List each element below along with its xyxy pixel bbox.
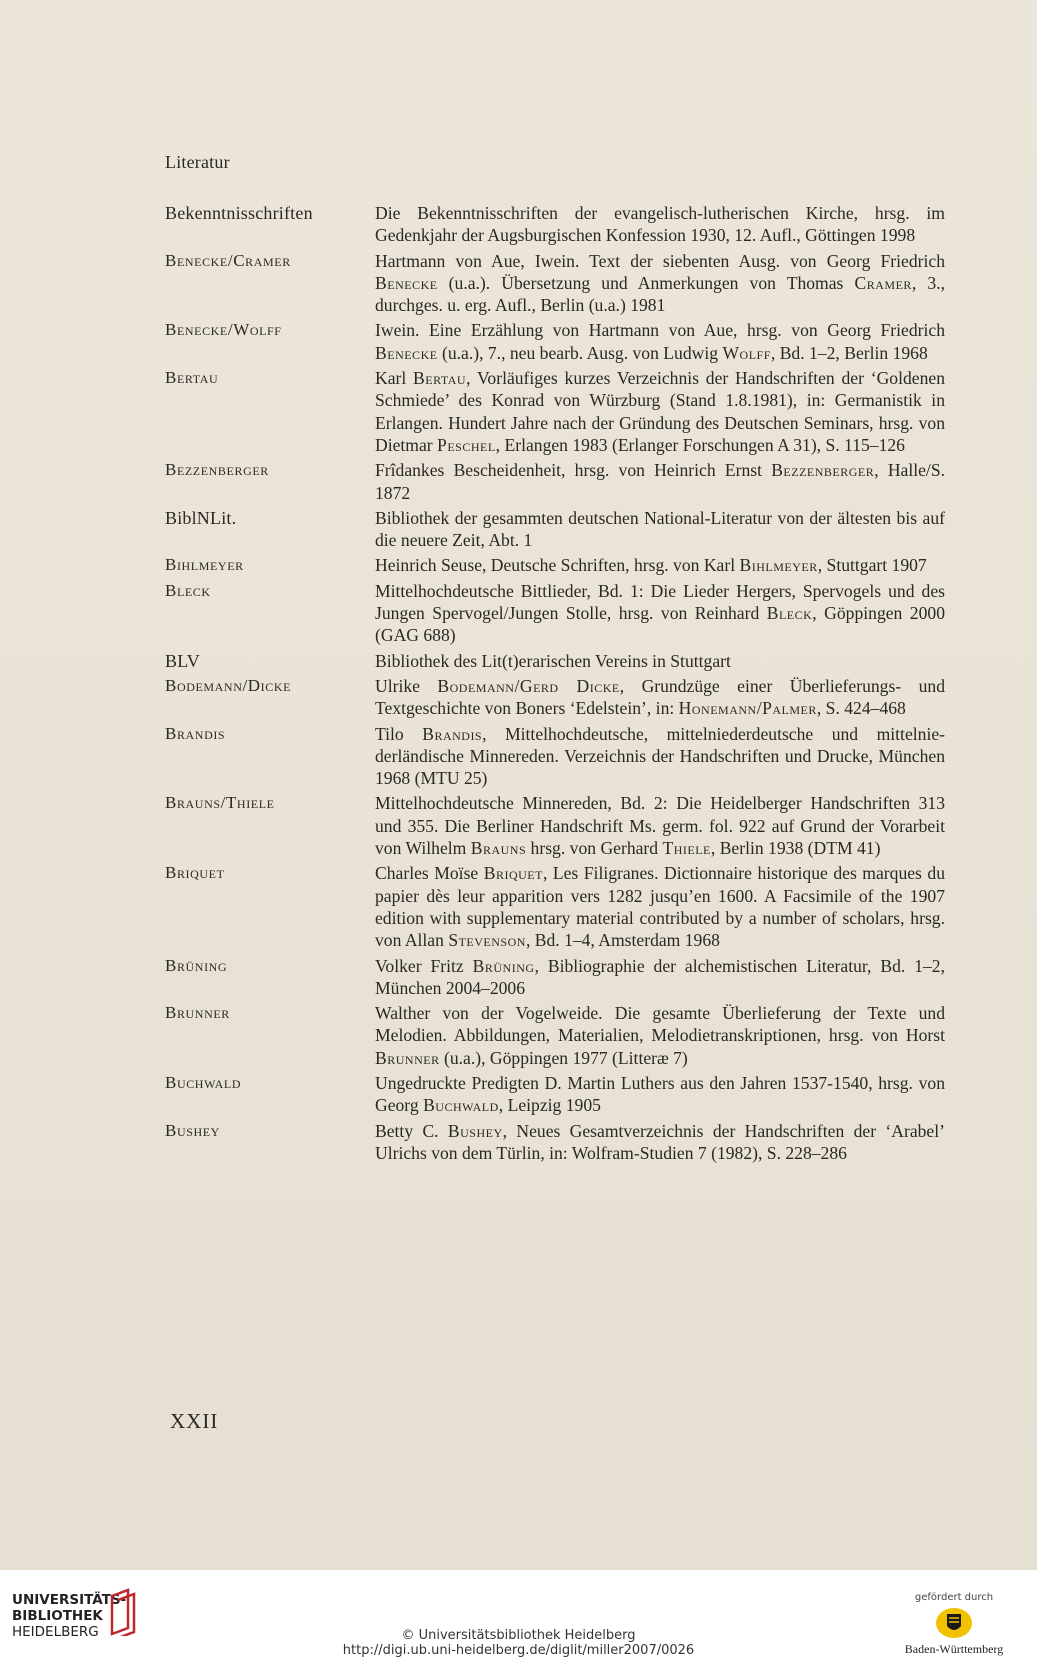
entry-siglum: Benecke/Cramer <box>165 250 291 270</box>
running-head: Literatur <box>165 152 230 172</box>
entry-reference <box>375 955 945 1000</box>
author-name: Brauns <box>470 838 527 859</box>
reference-text: Die Bekenntnisschriften der evangelisch-lutherischen Kirche, hrsg. im Gedenkjahr der Augsburgischen Konfession 1930, 12. Aufl., Göttingen 1998 <box>375 203 945 246</box>
reference-text: (u.a.), Göppingen 1977 (Litteræ 7) <box>439 1047 688 1068</box>
entry-siglum: Brunner <box>165 1003 230 1023</box>
author-name: Peschel <box>437 434 496 455</box>
author-name: Bushey <box>447 1120 503 1141</box>
author-name: Benecke <box>375 342 438 363</box>
bibliography-list <box>165 202 945 1167</box>
entry-siglum: Bihlmeyer <box>165 555 244 575</box>
reference-text: Betty C. <box>375 1120 448 1141</box>
entry-reference <box>375 1002 945 1069</box>
reference-text: , Bibliographie der alchemistischen Literatur, Bd. 1–2, München 2004–2006 <box>375 955 945 998</box>
author-name: Briquet <box>483 863 543 884</box>
author-name: Bertau <box>413 368 467 389</box>
reference-text: , Stuttgart 1907 <box>817 555 927 576</box>
bibliography-entry <box>165 319 945 364</box>
bibliography-entry <box>165 250 945 317</box>
author-name: Thiele <box>662 838 711 859</box>
bibliography-entry <box>165 650 945 672</box>
reference-text: Volker Fritz <box>375 955 473 976</box>
author-name: Stevenson <box>448 930 526 951</box>
state-crest-icon <box>934 1606 974 1640</box>
entry-reference <box>375 319 945 364</box>
author-name: Brandis <box>422 723 483 744</box>
bibliography-entry <box>165 1120 945 1165</box>
reference-text: , Leipzig 1905 <box>498 1095 601 1116</box>
reference-text: , Les Filigranes. Dictionnaire historique des marques du papier dès leur apparition vers 1282 jusqu’en 1600. A Facsimile of the 1907 edition with supplementary material contributed by a number of scholars, hrsg. von Allan <box>375 863 945 951</box>
entry-reference <box>375 459 945 504</box>
entry-siglum: Brüning <box>165 955 228 975</box>
reference-text: Charles Moïse <box>375 863 484 884</box>
author-name: Buchwald <box>423 1095 499 1116</box>
reference-text: Bibliothek der gesammten deutschen National-Literatur von der ältesten bis auf die neuere Zeit, Abt. 1 <box>375 507 945 551</box>
entry-reference <box>375 1120 945 1165</box>
reference-text: Mittelhochdeutsche Bittlieder, Bd. 1: Die Lieder Hergers, Spervogels und des Jungen Spervogel/Jungen Stolle, hrsg. von Reinhard <box>375 580 945 624</box>
entry-siglum: Buchwald <box>165 1072 242 1092</box>
permalink[interactable]: http://digi.ub.uni-heidelberg.de/diglit/miller2007/0026 <box>342 1643 695 1658</box>
logo-line-2: BIBLIOTHEK <box>12 1608 103 1624</box>
entry-siglum: Bezzenberger <box>165 460 269 480</box>
reference-text: , Halle/S. 1872 <box>375 460 946 503</box>
author-name: Cramer <box>854 272 912 293</box>
reference-text: , Grundzüge einer Überlieferungs- und Textgeschichte von Boners ‘Edelstein’, in: <box>375 675 945 719</box>
entry-siglum: Briquet <box>165 863 225 883</box>
reference-text: , Berlin 1938 (DTM 41) <box>710 838 881 859</box>
reference-text: Frîdankes Bescheidenheit, hrsg. von Heinrich Ernst <box>375 460 772 481</box>
author-name: Bleck <box>766 603 813 624</box>
reference-text: , Bd. 1–4, Amsterdam 1968 <box>525 930 720 951</box>
entry-siglum: Brauns/Thiele <box>165 793 275 813</box>
reference-text: , Göppingen 2000 (GAG 688) <box>375 603 945 646</box>
bibliography-entry <box>165 792 945 859</box>
entry-siglum: Bodemann/Dicke <box>165 675 292 695</box>
bibliography-entry <box>165 862 945 951</box>
author-name: Bezzenberger <box>771 460 875 481</box>
sponsor-label: gefördert durch <box>914 1592 994 1603</box>
entry-reference <box>375 250 945 317</box>
copyright-text: © Universitätsbibliothek Heidelberg <box>401 1628 636 1643</box>
author-name: Benecke <box>375 272 438 293</box>
entry-reference <box>375 580 945 647</box>
reference-text: (u.a.), 7., neu bearb. Ausg. von Ludwig <box>437 342 723 363</box>
reference-text: , 3., durchges. u. erg. Aufl., Berlin (u.a.) 1981 <box>375 272 946 316</box>
author-name: Bodemann/Gerd Dicke <box>437 675 620 696</box>
bibliography-entry <box>165 580 945 647</box>
bibliography-entry <box>165 955 945 1000</box>
bibliography-entry <box>165 507 945 552</box>
sponsor-name: Baden-Württemberg <box>904 1642 1004 1656</box>
reference-text: Karl <box>375 368 414 389</box>
logo-line-3: HEIDELBERG <box>12 1624 99 1640</box>
bibliography-entry <box>165 554 945 576</box>
reference-text: , Neues Gesamtverzeichnis der Handschriften der ‘Arabel’ Ulrichs von dem Türlin, in: Wolfram-Studien 7 (1982), S. 228–286 <box>375 1120 945 1163</box>
reference-text: (u.a.). Übersetzung und Anmerkungen von Thomas <box>437 272 855 293</box>
reference-text: , Vorläufiges kurzes Verzeichnis der Handschriften der ‘Goldenen Schmiede’ des Konrad von Würzburg (Stand 1.8.1981), in: Germanistik in Erlangen. Hundert Jahre nach der Gründung des Deutschen Seminars, hrsg. von Dietmar <box>375 368 945 455</box>
entry-siglum: BiblNLit. <box>165 507 237 528</box>
entry-reference <box>375 1072 945 1117</box>
bibliography-entry <box>165 202 945 247</box>
bibliography-entry <box>165 367 945 456</box>
entry-siglum: Bekenntnisschriften <box>165 203 313 223</box>
bibliography-entry <box>165 1072 945 1117</box>
reference-text: , Erlangen 1983 (Erlanger Forschungen A 31), S. 115–126 <box>495 434 905 455</box>
bibliography-entry <box>165 723 945 790</box>
entry-siglum: Benecke/Wolff <box>165 320 282 340</box>
logo-line-1: UNIVERSITÄTS- <box>12 1592 127 1608</box>
entry-reference <box>375 792 945 859</box>
reference-text: Mittelhochdeutsche Minnereden, Bd. 2: Die Heidelberger Handschriften 313 und 355. Die Berliner Handschrift Ms. germ. fol. 922 auf Grund der Vorarbeit von Wilhelm <box>375 793 945 859</box>
entry-siglum: Bertau <box>165 368 219 388</box>
reference-text: Ulrike <box>375 675 438 696</box>
footer-bar <box>0 1570 1037 1662</box>
reference-text: Heinrich Seuse, Deutsche Schriften, hrsg. von Karl <box>375 555 740 576</box>
page-number: XXII <box>170 1409 219 1433</box>
entry-reference <box>375 723 945 790</box>
entry-reference <box>375 650 945 672</box>
reference-text: , S. 424–468 <box>816 698 906 719</box>
entry-siglum: Bleck <box>165 580 211 600</box>
entry-siglum: Bushey <box>165 1120 220 1140</box>
reference-text: Tilo <box>375 723 423 744</box>
entry-siglum: BLV <box>165 650 200 671</box>
bibliography-entry <box>165 675 945 720</box>
sponsor-block[interactable] <box>899 1592 1009 1657</box>
entry-reference <box>375 554 945 576</box>
entry-siglum: Brandis <box>165 723 226 743</box>
author-name: Brüning <box>472 955 535 976</box>
reference-text: Ungedruckte Predigten D. Martin Luthers aus den Jahren 1537-1540, hrsg. von Georg <box>375 1072 945 1116</box>
reference-text: , Bd. 1–2, Berlin 1968 <box>770 342 928 363</box>
author-name: Brunner <box>375 1047 440 1068</box>
entry-reference <box>375 202 945 247</box>
bibliography-entry <box>165 1002 945 1069</box>
bibliography-entry <box>165 459 945 504</box>
author-name: Bihlmeyer <box>739 555 818 576</box>
entry-reference <box>375 862 945 951</box>
reference-text: , Mittelhochdeutsche, mittelniederdeutsche und mittelniederländische Minnereden. Verzeichnis der Handschriften und Drucke, München 1968 (MTU 25) <box>375 723 945 789</box>
author-name: Honemann/Palmer <box>678 698 817 719</box>
reference-text: hrsg. von Gerhard <box>526 838 663 859</box>
reference-text: Bibliothek des Lit(t)erarischen Vereins in Stuttgart <box>375 650 731 671</box>
reference-text: Iwein. Eine Erzählung von Hartmann von Aue, hrsg. von Georg Friedrich <box>375 320 945 341</box>
copyright-notice <box>0 1628 1037 1658</box>
entry-reference <box>375 367 945 456</box>
entry-reference <box>375 507 945 552</box>
reference-text: Walther von der Vogelweide. Die gesamte Überlieferung der Texte und Melodien. Abbildungen, Materialien, Melodietranskriptionen, hrsg. von Horst <box>375 1003 945 1046</box>
entry-reference <box>375 675 945 720</box>
reference-text: Hartmann von Aue, Iwein. Text der siebenten Ausg. von Georg Friedrich <box>375 250 945 271</box>
author-name: Wolff <box>722 342 771 363</box>
